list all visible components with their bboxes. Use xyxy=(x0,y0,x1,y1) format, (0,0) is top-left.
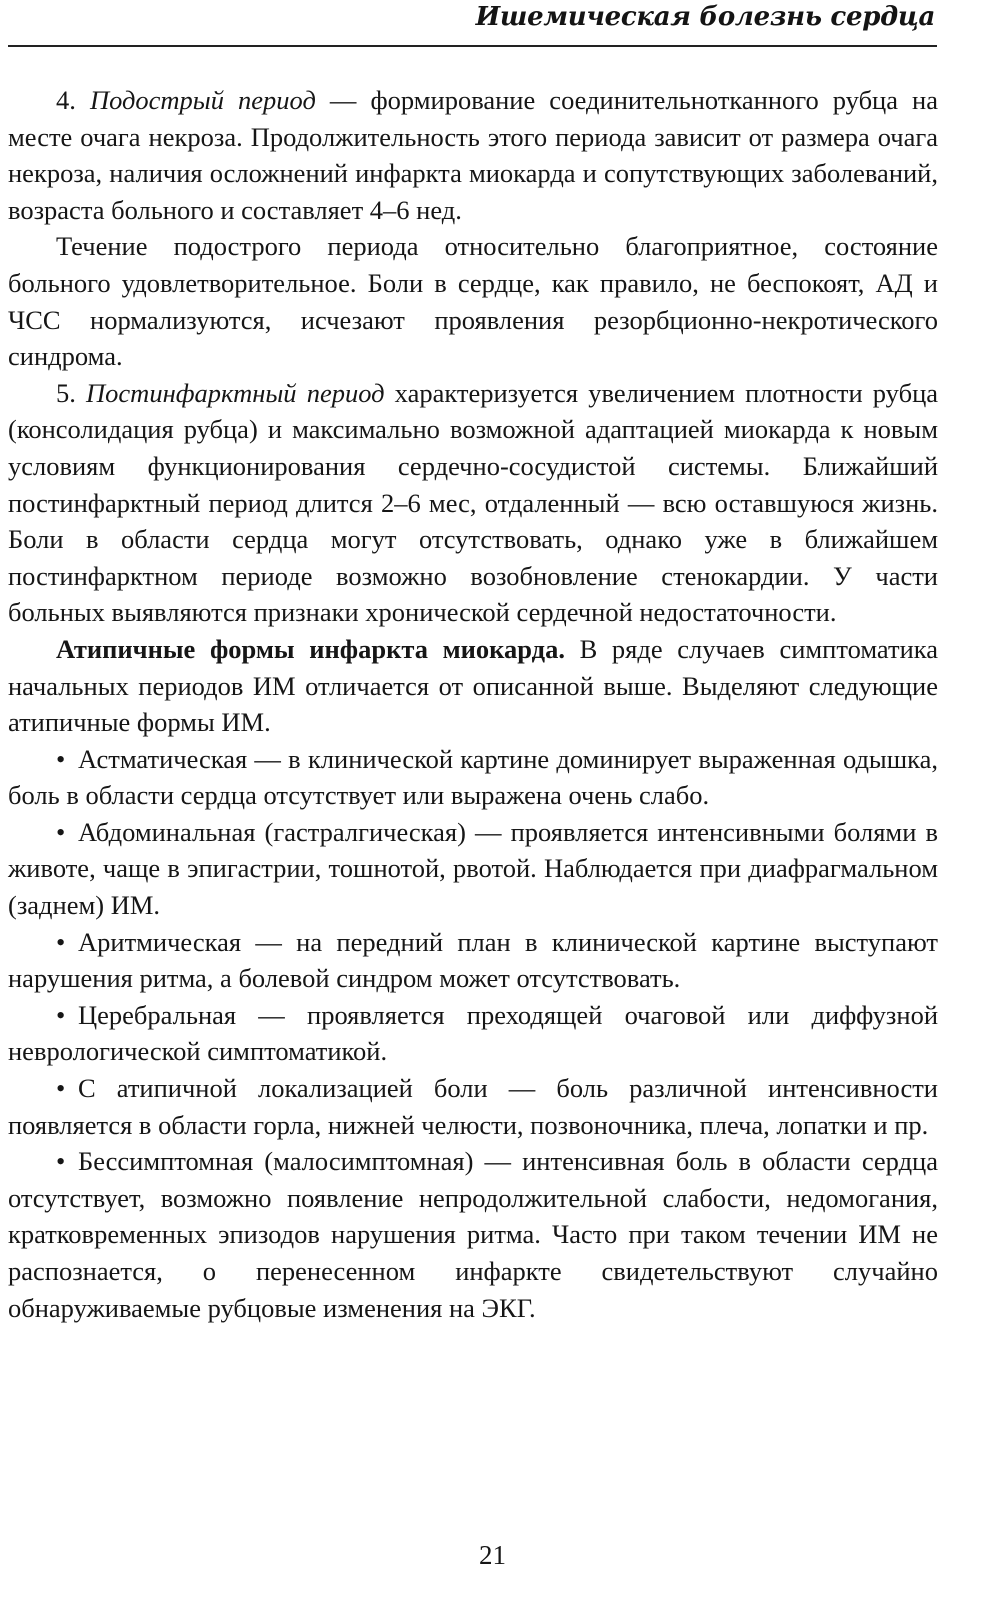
running-title: Ишемическая болезнь сердца xyxy=(475,2,935,32)
term-postinfarction-period: Постинфарктный период xyxy=(86,377,385,408)
bullet-text: С атипичной локализацией боли — боль различной интенсивности появляется в области горла, нижней челюсти, позвоночника, плеча, лопатки и пр. xyxy=(8,1073,938,1140)
bullet-text: Абдоминальная (гастралгическая) — проявляется интенсивными болями в животе, чаще в эпигастрии, тошнотой, рвотой. Наблюдается при диафрагмальном (заднем) ИМ. xyxy=(8,816,938,921)
bullet-text: Астматическая — в клинической картине доминирует выраженная одышка, боль в области сердца отсутствует или выражена очень слабо. xyxy=(8,743,938,811)
bullet-text: Церебральная — проявляется преходящей очаговой или диффузной неврологической симптоматикой. xyxy=(8,999,938,1067)
paragraph-text: характеризуется увеличением плотности рубца (консолидация рубца) и максимально возможной адаптацией миокарда к новым условиям функционирования сердечно-сосудистой системы. Ближайший постинфарктный период длится 2–6 мес, отдаленный — всю оставшуюся жизнь. Боли в области сердца могут отсутствовать, однако уже в ближайшем постинфарктном периоде возможно возобновление стенокардии. У части больных выявляются признаки хронической сердечной недостаточности. xyxy=(8,377,939,628)
bullet-item-cerebral xyxy=(8,997,938,1070)
bullet-marker: • xyxy=(56,1073,66,1104)
item-number: 4. xyxy=(56,85,76,115)
paragraph-text: В ряде случаев симптоматика начальных периодов ИМ отличается от описанной выше. Выделяют следующие атипичные формы ИМ. xyxy=(8,633,938,738)
item-number: 5. xyxy=(56,377,76,408)
term-subacute-period: Подострый период xyxy=(89,85,316,115)
bullet-item-atypical-pain xyxy=(8,1070,938,1143)
body-text xyxy=(8,82,938,1326)
paragraph-text: — формирование соединительнотканного рубца на месте очага некроза. Продолжительность этого периода зависит от размера очага некроза, наличия осложнений инфаркта миокарда и сопутствующих заболеваний, возраста больного и составляет 4–6 нед. xyxy=(8,85,939,225)
bullet-item-abdominal xyxy=(8,814,938,924)
bullet-text: Бессимптомная (малосимптомная) — интенсивная боль в области сердца отсутствует, возможно появление непродолжительной слабости, недомогания, кратковременных эпизодов нарушения ритма. Часто при таком течении ИМ не распознается, о перенесенном инфаркте свидетельствуют случайно обнаруживаемые рубцовые изменения на ЭКГ. xyxy=(8,1146,938,1323)
paragraph-text: Течение подострого периода относительно благоприятное, состояние больного удовлетворительное. Боли в сердце, как правило, не беспокоят, АД и ЧСС нормализуются, исчезают проявления резорбционно-некротического синдрома. xyxy=(8,231,938,372)
bullet-item-asymptomatic xyxy=(8,1143,938,1326)
paragraph-postinfarction-period xyxy=(8,375,938,631)
bullet-marker: • xyxy=(56,1146,66,1177)
header-rule xyxy=(8,45,937,47)
paragraph-subacute-course xyxy=(8,228,938,374)
bullet-item-arrhythmic xyxy=(8,924,938,997)
bullet-item-asthmatic xyxy=(8,741,938,814)
bullet-marker: • xyxy=(56,999,66,1030)
paragraph-atypical-forms xyxy=(8,631,938,741)
bullet-marker: • xyxy=(56,816,66,847)
bullet-text: Аритмическая — на передний план в клинической картине выступают нарушения ритма, а болевой синдром может отсутствовать. xyxy=(8,926,938,994)
bullet-marker: • xyxy=(56,743,66,774)
page-number: 21 xyxy=(479,1540,506,1570)
section-lead-atypical-forms: Атипичные формы инфаркта миокарда. xyxy=(56,633,565,664)
paragraph-subacute-period xyxy=(8,82,938,228)
bullet-marker: • xyxy=(56,926,66,957)
